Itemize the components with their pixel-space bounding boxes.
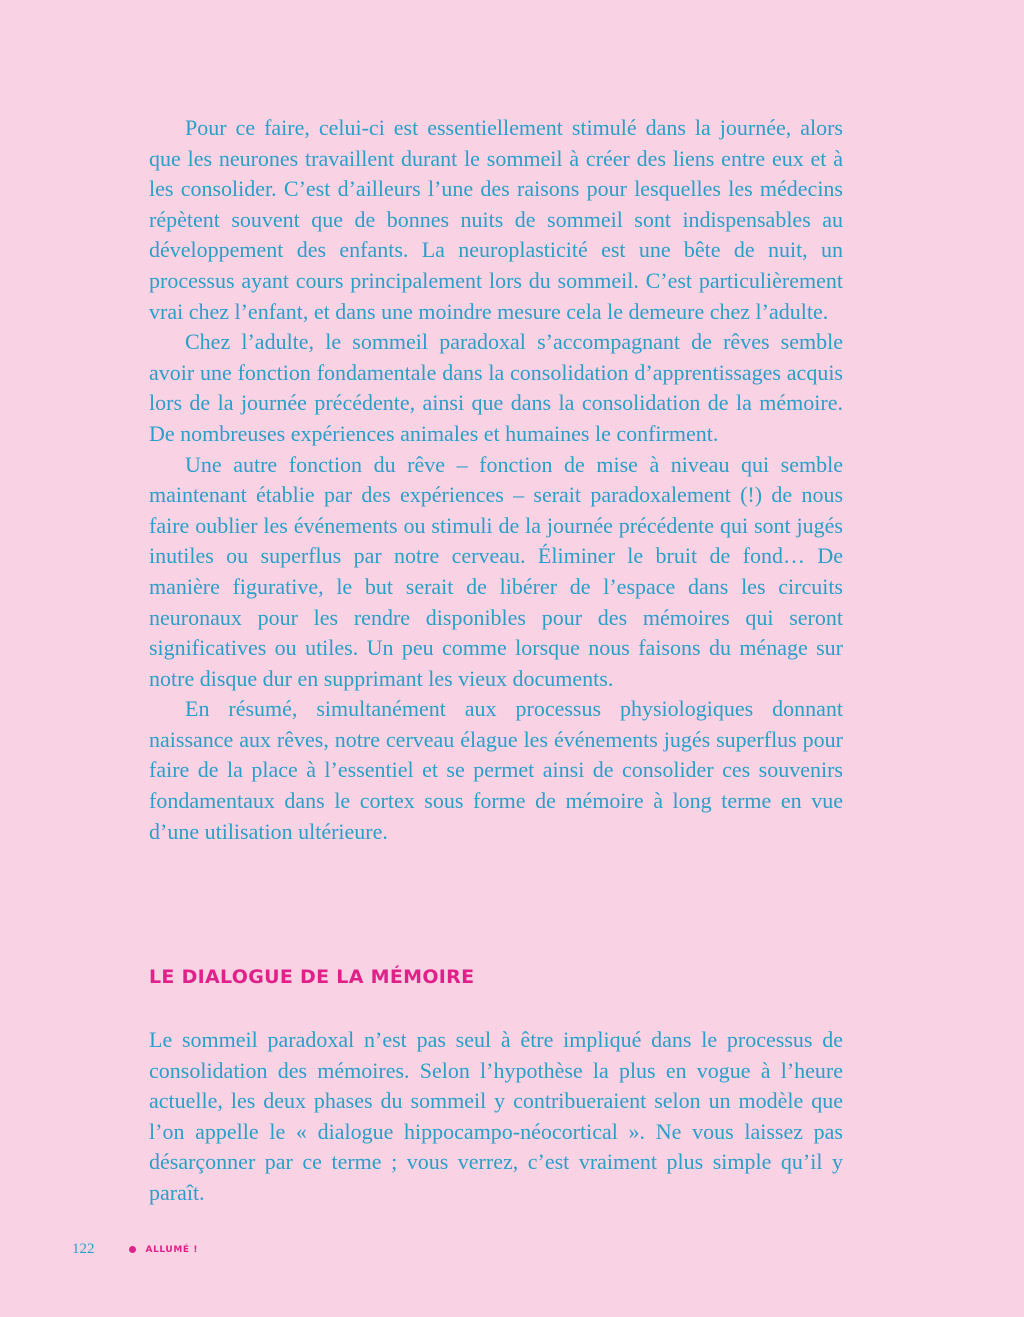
- section-heading: LE DIALOGUE DE LA MÉMOIRE: [149, 966, 475, 988]
- body-section-1: [149, 113, 843, 847]
- paragraph: Pour ce faire, celui-ci est essentiellement stimulé dans la journée, alors que les neurones travaillent durant le sommeil à créer des liens entre eux et à les consolider. C’est d’ailleurs l’une des raisons pour lesquelles les médecins répètent souvent que de bonnes nuits de sommeil sont indispensables au développement des enfants. La neuroplasticité est une bête de nuit, un processus ayant cours principalement lors du sommeil. C’est particulièrement vrai chez l’enfant, et dans une moindre mesure cela le demeure chez l’adulte.: [149, 115, 843, 324]
- paragraph: Chez l’adulte, le sommeil paradoxal s’accompagnant de rêves semble avoir une fonction fondamentale dans la consolidation d’apprentissages acquis lors de la journée précédente, ainsi que dans la consolidation de la mémoire. De nombreuses expériences animales et humaines le confirment.: [149, 329, 843, 446]
- bullet-dot-icon: [129, 1246, 136, 1253]
- page-footer: [72, 1241, 198, 1258]
- page-number: 122: [72, 1241, 95, 1257]
- paragraph: En résumé, simultanément aux processus physiologiques donnant naissance aux rêves, notre cerveau élague les événements jugés superflus pour faire de la place à l’essentiel et se permet ainsi de consolider ces souvenirs fondamentaux dans le cortex sous forme de mémoire à long terme en vue d’une utilisation ultérieure.: [149, 696, 843, 844]
- running-title: ALLUMÉ !: [145, 1244, 199, 1255]
- paragraph: Une autre fonction du rêve – fonction de mise à niveau qui semble maintenant établie par des expériences – serait paradoxalement (!) de nous faire oublier les événements ou stimuli de la journée précédente qui sont jugés inutiles ou superflus par notre cerveau. Éliminer le bruit de fond… De manière figurative, le but serait de libérer de l’espace dans les circuits neuronaux pour les rendre disponibles pour des mémoires qui seront significatives ou utiles. Un peu comme lorsque nous faisons du ménage sur notre disque dur en supprimant les vieux documents.: [149, 451, 843, 691]
- paragraph: Le sommeil paradoxal n’est pas seul à être impliqué dans le processus de consolidation des mémoires. Selon l’hypothèse la plus en vogue à l’heure actuelle, les deux phases du sommeil y contribueraient selon un modèle que l’on appelle le « dialogue hippocampo-néocortical ». Ne vous laissez pas désarçonner par ce terme ; vous verrez, c’est vraiment plus simple qu’il y paraît.: [149, 1027, 843, 1205]
- body-section-2: [149, 1025, 843, 1209]
